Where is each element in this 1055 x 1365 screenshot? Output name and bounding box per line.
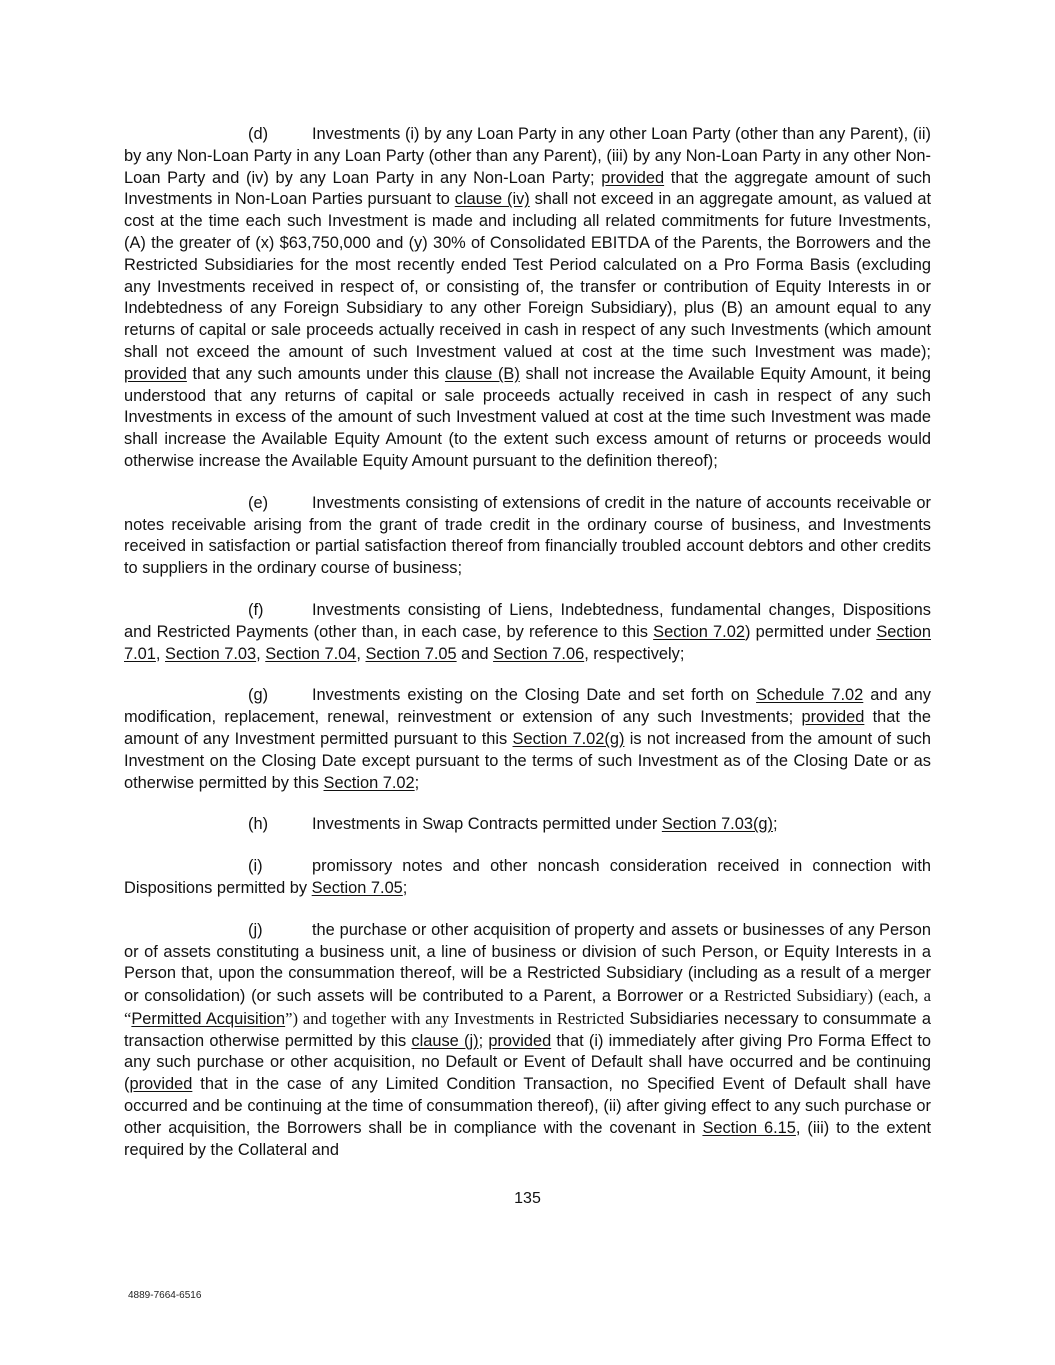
text-run: Investments consisting of Liens, Indebtedness, fundamental changes, Dispositions and Restricted Payments (other than, in each case, by reference to this: [124, 600, 931, 641]
clause-reference: clause (j): [411, 1031, 479, 1050]
section-reference: Section 7.05: [311, 878, 403, 897]
section-reference: Section 7.02: [323, 773, 415, 792]
provided-term: provided: [801, 708, 865, 727]
text-run: Investments existing on the Closing Date and set forth on: [312, 686, 757, 705]
clause-reference: clause (iv): [454, 190, 530, 209]
text-run: shall not exceed in an aggregate amount, as valued at cost at the time each such Investment is made and including all related commitments for future Investments, (A) the greater of (x) $63,750,000 and (y) 30% of Consolidated EBITDA of the Parents, the Borrowers and the Restricted Subsidiaries for the most recently ended Test Period calculated on a Pro Forma Basis (excluding any Investments received in respect of, or consisting of, the transfer or contribution of Equity Interests in or Indebtedness of any Foreign Subsidiary to any other Foreign Subsidiary), plus (B) an amount equal to any returns of capital or sale proceeds actually received in cash in respect of any such Investments (which amount shall not exceed the amount of such Investment valued at cost at the time such Investment was made);: [124, 190, 932, 361]
text-run: shall not increase the Available Equity Amount, it being understood that any returns of capital or sale proceeds actually received in cash in respect of any such Investments in excess of the amount of such Investment valued at cost at the time such Investment was made shall increase the Available Equity Amount (to the extent such excess amount of returns or proceeds would otherwise increase the Available Equity Amount pursuant to the definition thereof);: [124, 364, 931, 470]
clause-marker: (g): [248, 686, 269, 705]
clause-marker: (f): [248, 600, 264, 619]
text-run: Subsidiaries necessary to consummate a transaction otherwise permitted by this: [124, 1009, 931, 1050]
text-run: promissory notes and other noncash consideration received in connection with Dispositions permitted by: [124, 857, 931, 897]
text-run-serif: ”) and together with any Investments in Restricted: [285, 1008, 625, 1028]
text-run: and any modification, replacement, renewal, reinvestment or extension of any such Investments;: [124, 686, 931, 727]
text-run: that the amount of any Investment permitted pursuant to this: [124, 708, 931, 748]
text-run: Investments consisting of extensions of credit in the nature of accounts receivable or notes receivable arising from the grant of trade credit in the ordinary course of business, and Investments received in satisfaction or partial satisfaction thereof from financially troubled account debtors and other credits to suppliers in the ordinary course of business;: [124, 493, 931, 578]
section-reference: Section 7.01: [124, 622, 931, 663]
text-run: ;: [402, 878, 408, 897]
section-reference: Section 7.03: [165, 644, 257, 663]
text-run: Investments in Swap Contracts permitted under: [312, 815, 662, 834]
paragraph-h: [124, 814, 931, 836]
provided-term: provided: [488, 1031, 552, 1050]
text-run: ;: [414, 773, 420, 792]
text-run: ,: [155, 644, 166, 663]
text-run: , respectively;: [584, 644, 685, 663]
clause-marker: (i): [248, 857, 263, 876]
provided-term: provided: [601, 168, 665, 187]
text-run: that (i) immediately after giving Pro Forma Effect to any such purchase or other acquisition, no Default or Event of Default shall have occurred and be continuing (: [124, 1031, 931, 1094]
section-reference: Section 7.03(g): [661, 815, 774, 834]
document-body: [124, 124, 931, 1181]
text-run: ;: [478, 1031, 489, 1050]
text-run: the purchase or other acquisition of property and assets or businesses of any Person or of assets constituting a business unit, a line of business or division of such Person, or Equity Interests in a Person that, upon the consummation thereof, will be a Restricted Subsidiary (including as a result of a merger or consolidation) (or such assets will be contributed to a Parent, a Borrower or a: [124, 920, 931, 1006]
clause-marker: (e): [248, 493, 269, 512]
text-run: is not increased from the amount of such Investment on the Closing Date except pursuant to the terms of such Investment as of the Closing Date or as otherwise permitted by this: [124, 729, 931, 792]
section-reference: Section 7.06: [493, 644, 585, 663]
paragraph-i: [124, 856, 931, 900]
text-run: ;: [773, 815, 778, 834]
clause-marker: (d): [248, 125, 269, 143]
section-reference: Section 7.02: [653, 622, 745, 641]
text-run: ,: [356, 644, 366, 663]
clause-reference: clause (B): [444, 364, 520, 383]
text-run: Investments (i) by any Loan Party in any other Loan Party (other than any Parent), (ii) by any Non-Loan Party in any Loan Party (other than any Parent), (iii) by any Non-Loan Party in any other Non-Loan Party and (iv) by any Loan Party in any Non-Loan Party;: [124, 125, 931, 187]
schedule-reference: Schedule 7.02: [756, 686, 864, 705]
text-run: ,: [256, 644, 266, 663]
paragraph-e: [124, 493, 931, 580]
paragraph-f: [124, 600, 931, 665]
text-run: that in the case of any Limited Condition Transaction, no Specified Event of Default shall have occurred and be continuing at the time of consummation thereof), (ii) after giving effect to any such purchase or other acquisition, the Borrowers shall be in compliance with the covenant in: [124, 1075, 931, 1137]
provided-term: provided: [129, 1075, 193, 1094]
clause-marker: (j): [248, 920, 263, 939]
paragraph-g: [124, 685, 931, 794]
document-id: 4889-7664-6516: [128, 1290, 202, 1301]
page-number: 135: [514, 1190, 541, 1207]
clause-marker: (h): [248, 815, 269, 834]
defined-term: Permitted Acquisition: [131, 1009, 286, 1028]
section-reference: Section 6.15: [702, 1118, 796, 1137]
text-run: that any such amounts under this: [186, 364, 445, 383]
text-run: and: [456, 644, 494, 663]
paragraph-j: [124, 920, 931, 1162]
text-run: , (iii) to the extent required by the Collateral and: [124, 1118, 932, 1159]
text-run-serif: Restricted Subsidiary) (each, a “: [124, 986, 931, 1028]
section-reference: Section 7.05: [365, 644, 457, 663]
paragraph-d: [124, 124, 931, 473]
provided-term: provided: [124, 364, 187, 383]
section-reference: Section 7.02(g): [512, 729, 625, 748]
section-reference: Section 7.04: [265, 644, 357, 663]
text-run: ) permitted under: [744, 622, 877, 641]
text-run: that the aggregate amount of such Investments in Non-Loan Parties pursuant to: [124, 168, 932, 209]
